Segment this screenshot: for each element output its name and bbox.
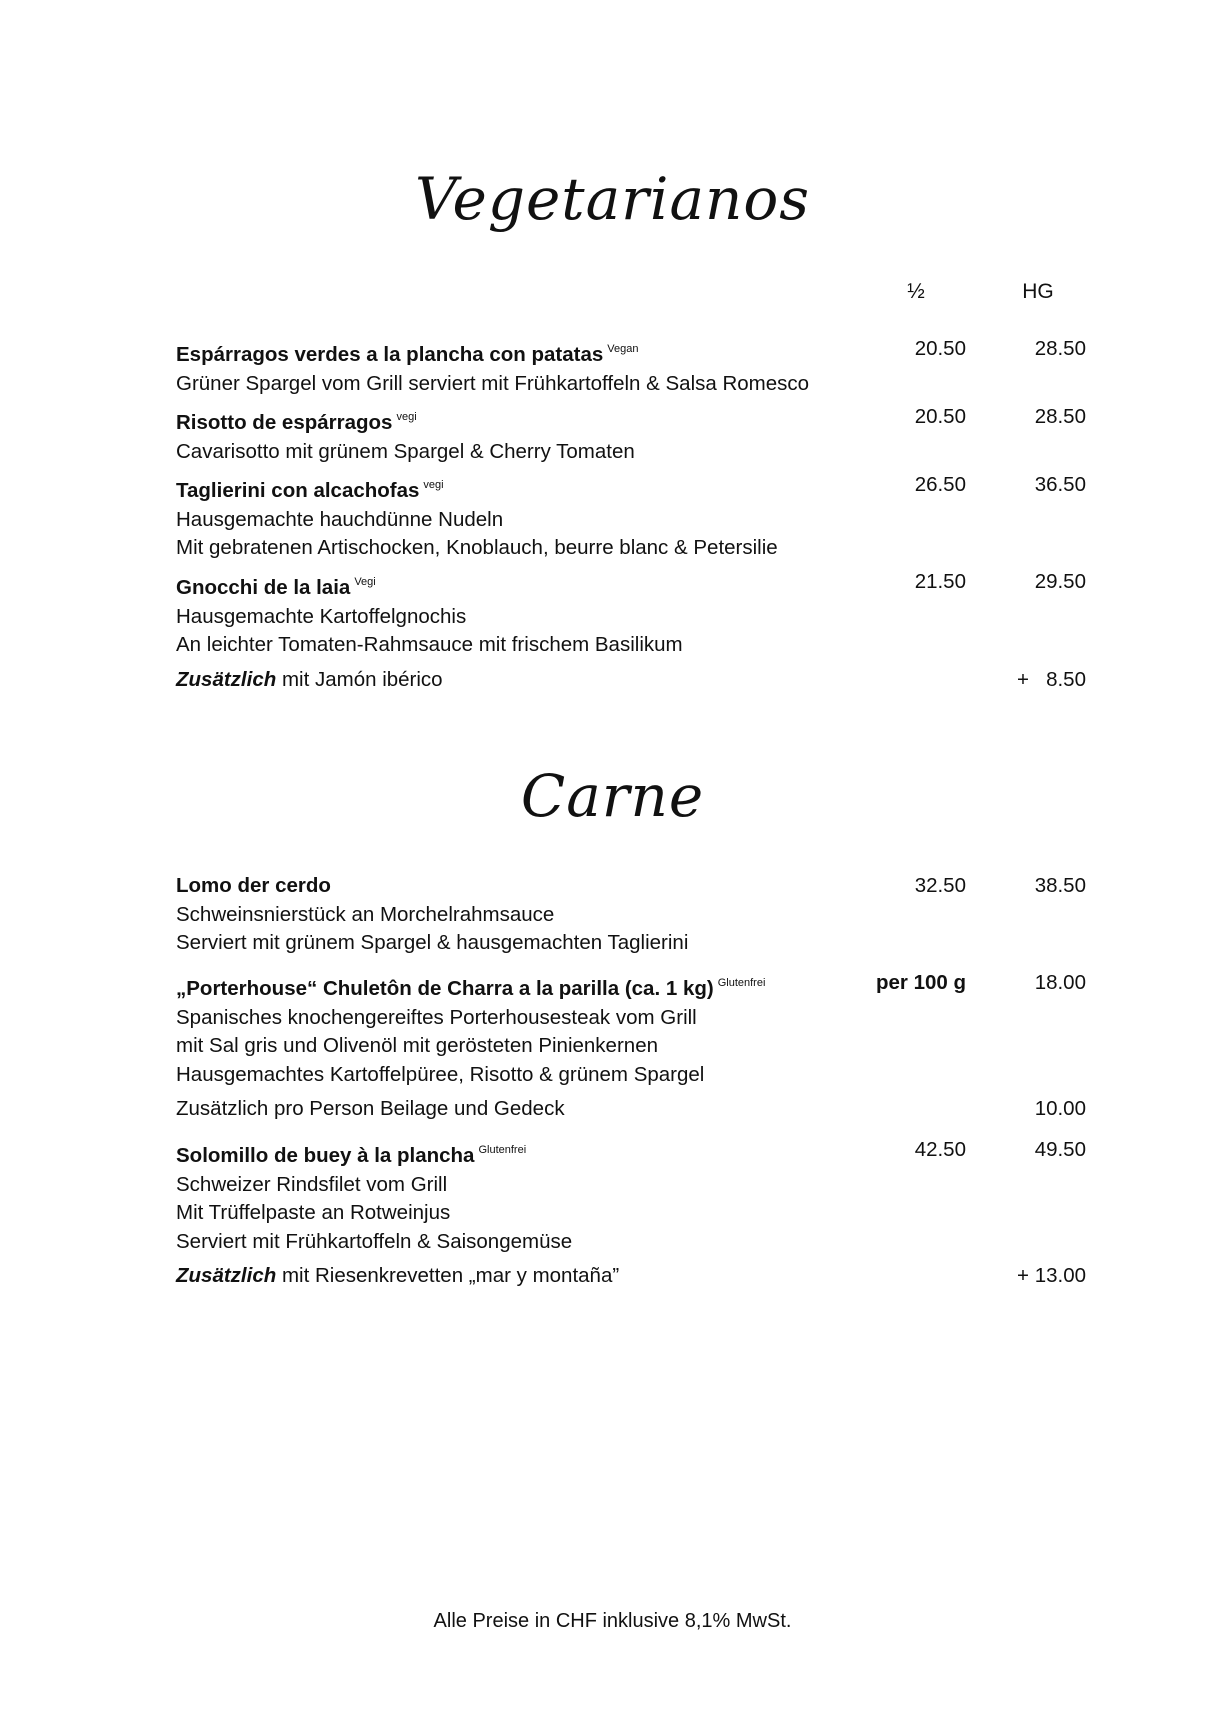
price-half: 42.50	[914, 1138, 966, 1161]
menu-item-desc: Mit Trüffelpaste an Rotweinjus	[176, 1201, 451, 1224]
section-title-carne: Carne	[520, 762, 705, 830]
price-half: 32.50	[914, 874, 966, 897]
menu-item-name: Risotto de espárragos	[176, 411, 393, 434]
price-hg: 10.00	[1034, 1097, 1086, 1120]
price-hg: 28.50	[1034, 405, 1086, 428]
price-half: 20.50	[914, 405, 966, 428]
menu-item-name: Taglierini con alcachofas	[176, 479, 420, 502]
menu-item	[176, 403, 1086, 466]
menu-item	[176, 872, 1086, 958]
menu-item-desc: Serviert mit grünem Spargel & hausgemachten Taglierini	[176, 931, 689, 954]
menu-item-desc: Cavarisotto mit grünem Spargel & Cherry Tomaten	[176, 439, 635, 463]
extra-label: mit Jamón ibérico	[276, 668, 443, 691]
footer-note: Alle Preise in CHF inklusive 8,1% MwSt.	[433, 1610, 792, 1632]
price-half: 21.50	[914, 570, 966, 593]
menu-item-name: „Porterhouse“ Chuletôn de Charra a la parilla (ca. 1 kg)	[176, 977, 714, 1000]
price-unit: per 100 g	[875, 971, 966, 994]
menu-item-desc: Schweinsnierstück an Morchelrahmsauce	[176, 902, 555, 926]
menu-item-desc: An leichter Tomaten-Rahmsauce mit frischem Basilikum	[176, 633, 683, 656]
menu-item-desc: Serviert mit Frühkartoffeln & Saisongemüse	[176, 1229, 573, 1253]
extra-label: mit Riesenkrevetten „mar y montaña”	[276, 1264, 620, 1287]
menu-item-desc: Hausgemachtes Kartoffelpüree, Risotto & grünem Spargel	[176, 1062, 705, 1086]
menu-item-name: Espárragos verdes a la plancha con patatas	[176, 343, 604, 366]
price-hg: 36.50	[1034, 473, 1086, 496]
price-hg: 28.50	[1034, 337, 1086, 360]
menu-item-desc: Spanisches knochengereiftes Porterhousesteak vom Grill	[176, 1005, 697, 1029]
diet-tag: Vegan	[607, 343, 639, 355]
section-title-vegetarianos: Vegetarianos	[414, 165, 811, 233]
column-header-half: ½	[907, 280, 925, 303]
diet-tag: Vegi	[354, 576, 376, 588]
column-header-hg: HG	[1022, 280, 1054, 303]
extra-label-emphasis: Zusätzlich	[176, 1264, 277, 1287]
menu-item-desc: Hausgemachte Kartoffelgnochis	[176, 604, 467, 628]
menu-item-extra-person	[176, 1095, 1086, 1124]
menu-item-desc: Grüner Spargel vom Grill serviert mit Frühkartoffeln & Salsa Romesco	[176, 371, 810, 395]
menu-item-desc: mit Sal gris und Olivenöl mit gerösteten Pinienkernen	[176, 1034, 658, 1057]
menu-item	[176, 335, 1086, 398]
price-hg: 18.00	[1034, 971, 1086, 994]
extra-option	[176, 1262, 1086, 1291]
diet-tag: vegi	[396, 411, 417, 423]
menu-item-desc: Hausgemachte hauchdünne Nudeln	[176, 507, 504, 531]
menu-item	[176, 568, 1086, 660]
menu-item	[176, 969, 1086, 1089]
menu-item	[176, 1136, 1086, 1256]
diet-tag: Glutenfrei	[478, 1144, 527, 1156]
extra-price: + 8.50	[1017, 668, 1086, 691]
price-hg: 38.50	[1034, 874, 1086, 897]
menu-item-plain-text: Zusätzlich pro Person Beilage und Gedeck	[176, 1097, 565, 1120]
menu-item-name: Lomo der cerdo	[176, 874, 331, 897]
diet-tag: Glutenfrei	[717, 977, 766, 989]
menu-item-desc: Mit gebratenen Artischocken, Knoblauch, beurre blanc & Petersilie	[176, 536, 778, 559]
menu-item-desc: Schweizer Rindsfilet vom Grill	[176, 1172, 448, 1196]
price-half: 26.50	[914, 473, 966, 496]
menu-item-name: Gnocchi de la laia	[176, 576, 351, 599]
price-hg: 29.50	[1034, 570, 1086, 593]
price-half: 20.50	[914, 337, 966, 360]
menu-item-name: Solomillo de buey à la plancha	[176, 1144, 475, 1167]
diet-tag: vegi	[423, 479, 444, 491]
extra-option	[176, 666, 1086, 695]
extra-price: + 13.00	[1017, 1264, 1086, 1287]
price-hg: 49.50	[1034, 1138, 1086, 1161]
extra-label-emphasis: Zusätzlich	[176, 668, 277, 691]
menu-item	[176, 471, 1086, 563]
